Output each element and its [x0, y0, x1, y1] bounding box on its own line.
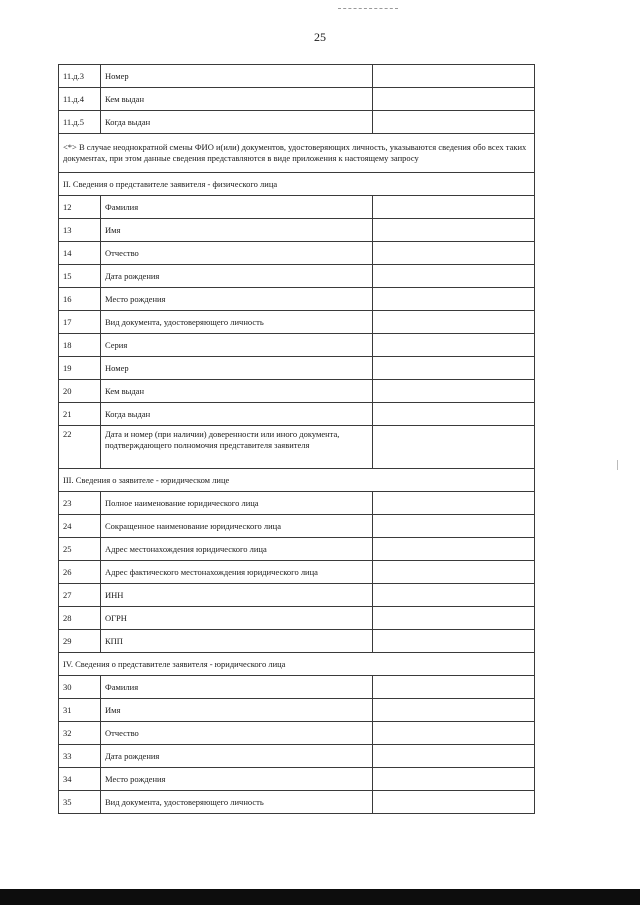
table-row [59, 65, 535, 88]
row-label: Когда выдан [101, 111, 373, 134]
row-number: 33 [59, 745, 101, 768]
value-cell[interactable] [373, 676, 535, 699]
row-label: Отчество [101, 242, 373, 265]
scan-mark [338, 8, 398, 10]
value-cell[interactable] [373, 745, 535, 768]
row-number: 11.д.3 [59, 65, 101, 88]
row-number: 13 [59, 219, 101, 242]
table-row [59, 791, 535, 814]
value-cell[interactable] [373, 699, 535, 722]
value-cell[interactable] [373, 768, 535, 791]
row-label: Серия [101, 334, 373, 357]
table-row [59, 288, 535, 311]
table-row [59, 380, 535, 403]
value-cell[interactable] [373, 426, 535, 469]
table-row [59, 699, 535, 722]
row-number: 27 [59, 584, 101, 607]
row-label: Вид документа, удостоверяющего личность [101, 791, 373, 814]
table-row [59, 88, 535, 111]
section-title: II. Сведения о представителе заявителя - физического лица [59, 173, 535, 196]
row-label: Фамилия [101, 196, 373, 219]
table-row [59, 768, 535, 791]
value-cell[interactable] [373, 196, 535, 219]
table-row [59, 334, 535, 357]
table-row [59, 515, 535, 538]
row-number: 25 [59, 538, 101, 561]
row-number: 29 [59, 630, 101, 653]
table-row [59, 676, 535, 699]
section-title: III. Сведения о заявителе - юридическом лице [59, 469, 535, 492]
row-label: Когда выдан [101, 403, 373, 426]
row-label: Дата и номер (при наличии) доверенности или иного документа, подтверждающего полномочия представителя заявителя [101, 426, 373, 469]
row-label: Дата рождения [101, 745, 373, 768]
row-number: 11.д.4 [59, 88, 101, 111]
table-row [59, 311, 535, 334]
value-cell[interactable] [373, 607, 535, 630]
table-row [59, 357, 535, 380]
table-row [59, 426, 535, 469]
row-number: 16 [59, 288, 101, 311]
value-cell[interactable] [373, 584, 535, 607]
row-label: Номер [101, 65, 373, 88]
row-label: Адрес местонахождения юридического лица [101, 538, 373, 561]
row-number: 26 [59, 561, 101, 584]
table-row [59, 538, 535, 561]
value-cell[interactable] [373, 65, 535, 88]
value-cell[interactable] [373, 630, 535, 653]
section-header-row [59, 173, 535, 196]
row-number: 17 [59, 311, 101, 334]
row-number: 12 [59, 196, 101, 219]
value-cell[interactable] [373, 311, 535, 334]
table-row [59, 403, 535, 426]
row-number: 35 [59, 791, 101, 814]
footnote-row [59, 134, 535, 173]
row-label: Имя [101, 219, 373, 242]
row-label: Место рождения [101, 768, 373, 791]
row-label: КПП [101, 630, 373, 653]
row-label: Дата рождения [101, 265, 373, 288]
table-row [59, 630, 535, 653]
section-header-row [59, 469, 535, 492]
table-row [59, 219, 535, 242]
value-cell[interactable] [373, 492, 535, 515]
row-label: Номер [101, 357, 373, 380]
request-form-table [58, 64, 535, 814]
page-number: 25 [314, 30, 326, 44]
row-number: 34 [59, 768, 101, 791]
row-number: 11.д.5 [59, 111, 101, 134]
row-number: 31 [59, 699, 101, 722]
row-label: ИНН [101, 584, 373, 607]
row-label: Отчество [101, 722, 373, 745]
table-row [59, 111, 535, 134]
value-cell[interactable] [373, 288, 535, 311]
row-label: Фамилия [101, 676, 373, 699]
value-cell[interactable] [373, 722, 535, 745]
row-number: 30 [59, 676, 101, 699]
scan-edge-bar [0, 889, 640, 905]
table-row [59, 492, 535, 515]
value-cell[interactable] [373, 334, 535, 357]
value-cell[interactable] [373, 380, 535, 403]
value-cell[interactable] [373, 561, 535, 584]
value-cell[interactable] [373, 265, 535, 288]
row-number: 19 [59, 357, 101, 380]
row-number: 14 [59, 242, 101, 265]
table-row [59, 265, 535, 288]
value-cell[interactable] [373, 791, 535, 814]
row-label: Кем выдан [101, 380, 373, 403]
value-cell[interactable] [373, 88, 535, 111]
table-row [59, 561, 535, 584]
row-label: ОГРН [101, 607, 373, 630]
row-number: 23 [59, 492, 101, 515]
scan-margin-mark [617, 460, 618, 470]
table-row [59, 745, 535, 768]
value-cell[interactable] [373, 242, 535, 265]
row-number: 18 [59, 334, 101, 357]
row-number: 15 [59, 265, 101, 288]
row-label: Сокращенное наименование юридического лица [101, 515, 373, 538]
section-header-row [59, 653, 535, 676]
value-cell[interactable] [373, 515, 535, 538]
row-label: Место рождения [101, 288, 373, 311]
row-number: 20 [59, 380, 101, 403]
row-number: 22 [59, 426, 101, 469]
table-row [59, 722, 535, 745]
table-row [59, 242, 535, 265]
row-label: Имя [101, 699, 373, 722]
row-number: 28 [59, 607, 101, 630]
value-cell[interactable] [373, 111, 535, 134]
table-row [59, 196, 535, 219]
row-label: Адрес фактического местонахождения юридического лица [101, 561, 373, 584]
row-number: 32 [59, 722, 101, 745]
value-cell[interactable] [373, 538, 535, 561]
footnote-text: <*> В случае неоднократной смены ФИО и(или) документов, удостоверяющих личность, указываются сведения обо всех таких документах, при этом данные сведения представляются в виде приложения к настоящему запросу [59, 134, 535, 173]
row-number: 24 [59, 515, 101, 538]
table-row [59, 584, 535, 607]
section-title: IV. Сведения о представителе заявителя - юридического лица [59, 653, 535, 676]
value-cell[interactable] [373, 403, 535, 426]
value-cell[interactable] [373, 219, 535, 242]
row-number: 21 [59, 403, 101, 426]
table-row [59, 607, 535, 630]
row-label: Полное наименование юридического лица [101, 492, 373, 515]
row-label: Кем выдан [101, 88, 373, 111]
value-cell[interactable] [373, 357, 535, 380]
row-label: Вид документа, удостоверяющего личность [101, 311, 373, 334]
